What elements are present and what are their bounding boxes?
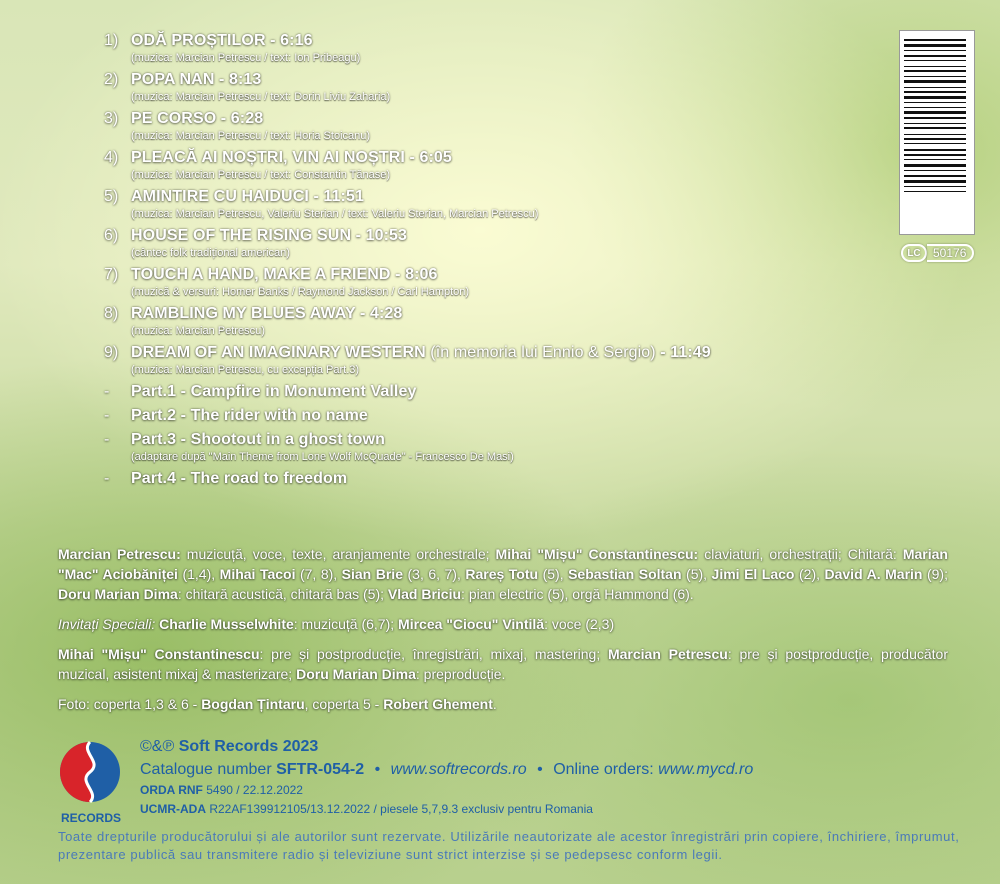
online-orders-link[interactable]: www.mycd.ro: [658, 761, 754, 778]
barcode-bars: [900, 31, 976, 236]
credit-name: Sebastian Soltan: [568, 566, 682, 582]
track-title-line: [131, 108, 864, 130]
track-title: ODĂ PROȘTILOR: [131, 32, 266, 49]
barcode-bar: [904, 186, 966, 187]
lc-number: 50176: [927, 244, 974, 262]
track-title-line: [131, 303, 864, 325]
orda-line: [140, 781, 753, 800]
credit-text: : preproducție.: [415, 666, 506, 682]
track-title-line: [131, 468, 864, 490]
track-number: 7): [104, 266, 119, 283]
track-credit: (cântec folk tradițional american): [131, 247, 290, 259]
barcode-bar: [904, 76, 966, 77]
credit-name: Marcian Petrescu:: [58, 546, 181, 562]
credit-text: (5),: [681, 566, 712, 582]
copyright-text: Soft Records 2023: [178, 738, 319, 755]
credit-name: Mircea "Ciocu" Vintilă: [398, 616, 545, 632]
track-item: [104, 342, 864, 377]
track-title: PLEACĂ AI NOȘTRI, VIN AI NOȘTRI: [131, 149, 405, 166]
credit-name: Sian Brie: [341, 566, 403, 582]
credit-text: : voce (2,3): [544, 616, 615, 632]
track-item: [104, 69, 864, 104]
track-number: 9): [104, 344, 119, 361]
credit-text: (5),: [538, 566, 569, 582]
credit-text: : chitară acustică, chitară bas (5);: [177, 586, 388, 602]
credit-name: David A. Marin: [824, 566, 923, 582]
credit-text: (3, 6, 7),: [402, 566, 466, 582]
track-title: PE CORSO: [131, 110, 217, 127]
barcode-bar: [904, 143, 966, 144]
credit-name: Vlad Briciu: [387, 586, 462, 602]
credits-photo: [58, 694, 948, 714]
credit-text: : pian electric (5), orgă Hammond (6).: [461, 586, 694, 602]
credit-text: (9);: [922, 566, 948, 582]
barcode-bar: [904, 117, 966, 119]
track-title-line: [131, 342, 864, 364]
track-number: -: [104, 470, 110, 487]
track-title-line: [131, 186, 864, 208]
track-number: 6): [104, 227, 119, 244]
track-title-line: [131, 381, 864, 403]
credit-name: Rareș Totu: [465, 566, 539, 582]
barcode-bar: [904, 39, 966, 41]
track-credit: (muzica: Marcian Petrescu / text: Horia Stoicanu): [131, 130, 371, 142]
track-title: Part.4 - The road to freedom: [131, 470, 348, 487]
barcode-bar: [904, 159, 966, 160]
track-credit: (muzica: Marcian Petrescu, Valeriu Sterian / text: Valeriu Sterian, Marcian Petrescu): [131, 208, 539, 220]
track-item: [104, 303, 864, 338]
track-number: -: [104, 383, 110, 400]
credit-name: Doru Marian Dima: [296, 666, 416, 682]
ucmr-line: [140, 800, 753, 819]
credit-name: Mihai "Mișu" Constantinescu: [58, 646, 260, 662]
credit-name: Mihai "Mișu" Constantinescu:: [495, 546, 699, 562]
credit-text: : pre și postproducție, producător muzical, asistent mixaj & masterizare;: [58, 646, 948, 682]
credits-production: [58, 644, 948, 684]
credit-text: (7, 8),: [295, 566, 342, 582]
lc-badge: LC: [901, 244, 927, 262]
ucmr-label: UCMR-ADA: [140, 802, 206, 816]
credit-text: Foto: coperta 1,3 & 6 -: [58, 696, 202, 712]
orda-value: 5490 / 22.12.2022: [202, 783, 303, 797]
track-title: POPA NAN: [131, 71, 215, 88]
credit-text: (2),: [794, 566, 825, 582]
barcode-bar: [904, 149, 966, 151]
track-title-line: [131, 429, 864, 451]
track-title-line: [131, 225, 864, 247]
track-duration: - 10:53: [351, 227, 408, 244]
credit-text: claviaturi, orchestrații; Chitară:: [698, 546, 903, 562]
track-title-line: [131, 147, 864, 169]
credit-name: Robert Ghement: [383, 696, 493, 712]
website-link[interactable]: www.softrecords.ro: [390, 761, 527, 778]
track-title: AMINTIRE CU HAIDUCI: [131, 188, 309, 205]
track-part: [104, 468, 864, 490]
track-duration: - 6:16: [265, 32, 313, 49]
credit-text: : muzicuță (6,7);: [293, 616, 399, 632]
barcode-bar: [904, 96, 966, 99]
track-duration: - 6:28: [216, 110, 264, 127]
track-item: [104, 186, 864, 221]
track-item: [104, 264, 864, 299]
barcode-bar: [904, 123, 966, 124]
credit-text: .: [492, 696, 497, 712]
barcode-bar: [904, 138, 966, 140]
label-info: [140, 736, 753, 819]
track-title-line: [131, 30, 864, 52]
barcode-bar: [904, 66, 966, 67]
credit-name: Doru Marian Dima: [58, 586, 178, 602]
barcode-bar: [904, 175, 966, 177]
track-credit: (muzica: Marcian Petrescu / text: Constantin Tănase): [131, 169, 391, 181]
barcode-bar: [904, 170, 966, 171]
barcode-bar: [904, 102, 966, 103]
online-orders-label: Online orders:: [553, 761, 659, 778]
track-credit: (muzica: Marcian Petrescu): [131, 325, 265, 337]
barcode-bar: [904, 164, 966, 167]
credit-heading: Invitați Speciali:: [58, 616, 156, 632]
track-part: [104, 381, 864, 403]
barcode-bar: [904, 80, 966, 83]
track-duration: - 6:05: [404, 149, 452, 166]
credit-name: Mihai Tacoi: [219, 566, 296, 582]
track-title: Part.2 - The rider with no name: [131, 407, 368, 424]
credits-special-guests: [58, 614, 948, 634]
credits-performers: [58, 544, 948, 604]
credit-text: muzicuță, voce, texte, aranjamente orchestrale;: [180, 546, 496, 562]
ucmr-value: R22AF139912105/13.12.2022 / piesele 5,7,9.3 exclusiv pentru Romania: [206, 802, 593, 816]
barcode-bar: [904, 87, 966, 88]
credits-section: [58, 544, 948, 724]
copyright-symbols: ©&℗: [140, 738, 175, 755]
track-item: [104, 108, 864, 143]
track-credit: (adaptare după "Main Theme from Lone Wolf McQuade" - Francesco De Masi): [131, 451, 514, 463]
barcode-bar: [904, 44, 966, 47]
credit-text: : pre și postproducție, înregistrări, mixaj, mastering;: [259, 646, 608, 662]
logo-records-text: RECORDS: [60, 811, 122, 825]
track-number: 5): [104, 188, 119, 205]
barcode-bar: [904, 111, 966, 114]
credit-name: Marcian Petrescu: [607, 646, 728, 662]
barcode-bar: [904, 154, 966, 156]
track-duration: - 4:28: [355, 305, 403, 322]
catalogue-line: [140, 759, 753, 781]
track-duration: - 11:51: [308, 188, 364, 205]
track-number: 3): [104, 110, 119, 127]
barcode-bar: [904, 134, 966, 135]
track-number: 1): [104, 32, 119, 49]
copyright-line: [140, 736, 753, 758]
soft-records-logo: [55, 738, 127, 826]
track-number: 2): [104, 71, 119, 88]
credit-text: , coperta 5 -: [304, 696, 384, 712]
track-item: [104, 30, 864, 65]
track-number: -: [104, 431, 110, 448]
barcode-bar: [904, 60, 966, 61]
track-item: [104, 225, 864, 260]
credit-name: Charlie Musselwhite: [159, 616, 294, 632]
catalogue-prefix: Catalogue number: [140, 761, 277, 778]
barcode-bar: [904, 91, 966, 93]
barcode: [899, 30, 975, 235]
track-title: Part.1 - Campfire in Monument Valley: [131, 383, 417, 400]
track-dedication: (în memoria lui Ennio & Sergio): [425, 344, 656, 361]
track-number: -: [104, 407, 110, 424]
track-title: RAMBLING MY BLUES AWAY: [131, 305, 356, 322]
barcode-bar: [904, 55, 966, 57]
track-title-line: [131, 405, 864, 427]
track-part: [104, 429, 864, 464]
orda-label: ORDA RNF: [140, 783, 203, 797]
separator-dot: •: [374, 761, 381, 778]
track-credit: (muzica: Marcian Petrescu / text: Ion Pribeagu): [131, 52, 361, 64]
catalogue-number: SFTR-054-2: [276, 761, 365, 778]
credit-name: Marian "Mac" Aciobăniței: [58, 546, 948, 582]
track-title-line: [131, 264, 864, 286]
track-title: TOUCH A HAND, MAKE A FRIEND: [131, 266, 391, 283]
credit-name: Jimi El Laco: [711, 566, 795, 582]
track-title-line: [131, 69, 864, 91]
track-credit: (muzică & versuri: Homer Banks / Raymond Jackson / Carl Hampton): [131, 286, 470, 298]
track-duration: - 8:13: [214, 71, 262, 88]
barcode-bar: [904, 180, 966, 183]
tracklist: [104, 30, 864, 492]
track-credit: (muzica: Marcian Petrescu, cu excepția Part.3): [131, 364, 360, 376]
label-code: [901, 244, 974, 262]
barcode-bar: [904, 107, 966, 108]
track-title: Part.3 - Shootout in a ghost town: [131, 431, 385, 448]
track-part: [104, 405, 864, 427]
track-duration: - 8:06: [390, 266, 438, 283]
credit-text: (1,4),: [177, 566, 220, 582]
rights-notice: Toate drepturile producătorului și ale autorilor sunt rezervate. Utilizările neautorizate ale acestor înregistrări prin copiere, închiriere, împrumut, prezentare publică sau transmitere radio și televiziune sunt strict interzise și se pedepsesc conform legii.: [58, 829, 960, 862]
track-credit: (muzica: Marcian Petrescu / text: Dorin Liviu Zaharia): [131, 91, 391, 103]
track-item: [104, 147, 864, 182]
separator-dot: •: [537, 761, 543, 778]
track-number: 4): [104, 149, 119, 166]
track-duration: - 11:49: [655, 344, 711, 361]
credit-name: Bogdan Țintaru: [201, 696, 305, 712]
track-title: HOUSE OF THE RISING SUN: [131, 227, 352, 244]
barcode-bar: [904, 191, 966, 192]
track-number: 8): [104, 305, 119, 322]
barcode-bar: [904, 70, 966, 72]
barcode-bar: [904, 127, 966, 129]
barcode-bar: [904, 50, 966, 51]
track-title: DREAM OF AN IMAGINARY WESTERN: [131, 344, 426, 361]
